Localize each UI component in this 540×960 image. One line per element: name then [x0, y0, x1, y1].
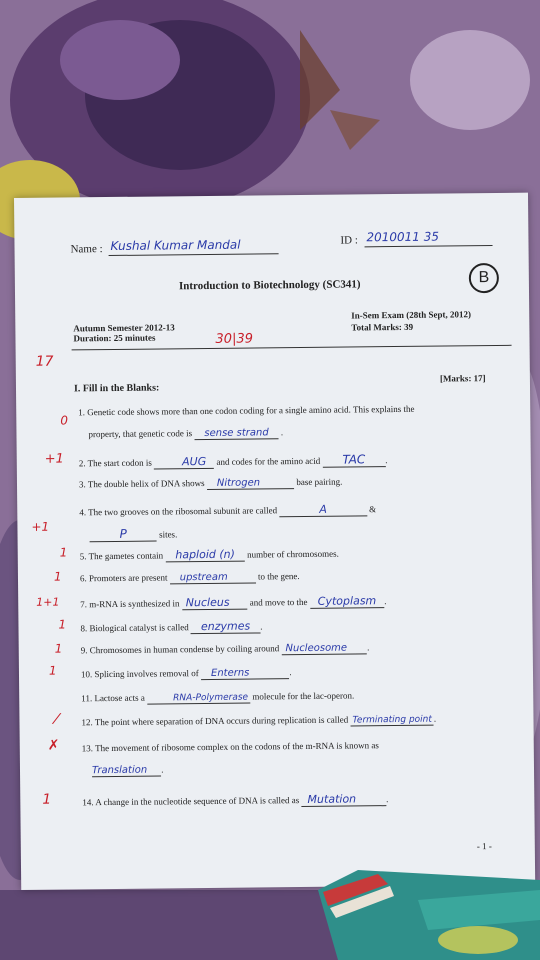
cloth-corner [318, 870, 540, 960]
answer-14: Mutation [301, 792, 386, 807]
answer-12: Terminating point [350, 715, 433, 727]
answer-7a: Nucleus [182, 596, 248, 611]
grade-10: 1 [48, 663, 57, 678]
grade-2: +1 [44, 451, 64, 467]
question-2: 2. The start codon is AUG and codes for the amino acid TAC . [78, 452, 388, 469]
question-12: 12. The point where separation of DNA occurs during replication is called Terminating point . [81, 713, 437, 728]
header-divider [72, 345, 512, 351]
answer-6: upstream [170, 571, 256, 584]
answer-13: Translation [92, 764, 161, 777]
answer-5: haploid (n) [165, 548, 245, 563]
grade-1: 0 [60, 413, 69, 428]
name-value: Kushal Kumar Mandal [110, 237, 241, 253]
name-label: Name : [70, 243, 103, 256]
page-number: - 1 - [476, 841, 492, 852]
total-marks: Total Marks: 39 [351, 321, 414, 333]
question-8: 8. Biological catalyst is called enzymes . [80, 619, 263, 634]
question-4-line2: P sites. [89, 526, 177, 541]
exam-paper [14, 193, 535, 890]
question-1: 1. Genetic code shows more than one codon coding for a single amino acid. This explains the [78, 403, 415, 418]
question-3: 3. The double helix of DNA shows Nitrogen base pairing. [78, 476, 343, 490]
grade-9: 1 [54, 641, 63, 656]
semester: Autumn Semester 2012-13 [73, 322, 175, 334]
question-4: 4. The two grooves on the ribosomal subunit are called A & [79, 502, 377, 518]
score: 30|39 [215, 331, 254, 347]
answer-8: enzymes [191, 619, 260, 634]
grade-8: 1 [58, 617, 67, 632]
question-5: 5. The gametes contain haploid (n) number of chromosomes. [79, 547, 339, 562]
answer-2a: AUG [154, 455, 214, 470]
section-title: I. Fill in the Blanks: [73, 382, 160, 395]
section-score: 17 [35, 353, 54, 370]
grade-6: 1 [53, 569, 62, 584]
section-marks: [Marks: 17] [439, 373, 486, 384]
duration: Duration: 25 minutes [73, 332, 156, 344]
question-11: 11. Lactose acts a RNA-Polymerase molecule for the lac-operon. [81, 690, 355, 704]
question-13-line2: Translation . [91, 764, 164, 777]
question-13: 13. The movement of ribosome complex on the codons of the m-RNA is known as [81, 740, 379, 754]
exam-title: Introduction to Biotechnology (SC341) [178, 278, 361, 293]
grade-5: 1 [59, 545, 68, 560]
answer-9: Nucleosome [281, 642, 367, 655]
grade-4: +1 [31, 519, 50, 534]
question-14: 14. A change in the nucleotide sequence of DNA is called as Mutation . [82, 792, 389, 808]
answer-3: Nitrogen [207, 477, 294, 490]
answer-4b: P [89, 527, 156, 543]
cross-mark-13: ✗ [47, 737, 60, 754]
answer-1: sense strand [194, 427, 278, 440]
answer-4a: A [279, 502, 367, 517]
answer-2b: TAC [322, 452, 385, 468]
question-10: 10. Splicing involves removal of Enterns . [80, 667, 292, 680]
cross-mark-12: ⁄ [55, 711, 58, 728]
exam-info: In-Sem Exam (28th Sept, 2012) [351, 309, 472, 321]
set-letter-badge: B [469, 263, 499, 293]
question-6: 6. Promoters are present upstream to the gene. [79, 571, 300, 584]
answer-10: Enterns [201, 667, 290, 680]
id-label: ID : [340, 234, 358, 247]
grade-7: 1+1 [36, 595, 60, 609]
id-value: 2010011 35 [366, 229, 440, 245]
answer-11: RNA-Polymerase [147, 693, 250, 705]
question-1-line2: property, that genetic code is sense strand . [88, 427, 284, 440]
grade-14: 1 [42, 791, 52, 808]
question-7: 7. m-RNA is synthesized in Nucleus and move to the Cytoplasm . [80, 594, 387, 610]
question-9: 9. Chromosomes in human condense by coiling around Nucleosome . [80, 642, 370, 656]
answer-7b: Cytoplasm [310, 594, 385, 609]
